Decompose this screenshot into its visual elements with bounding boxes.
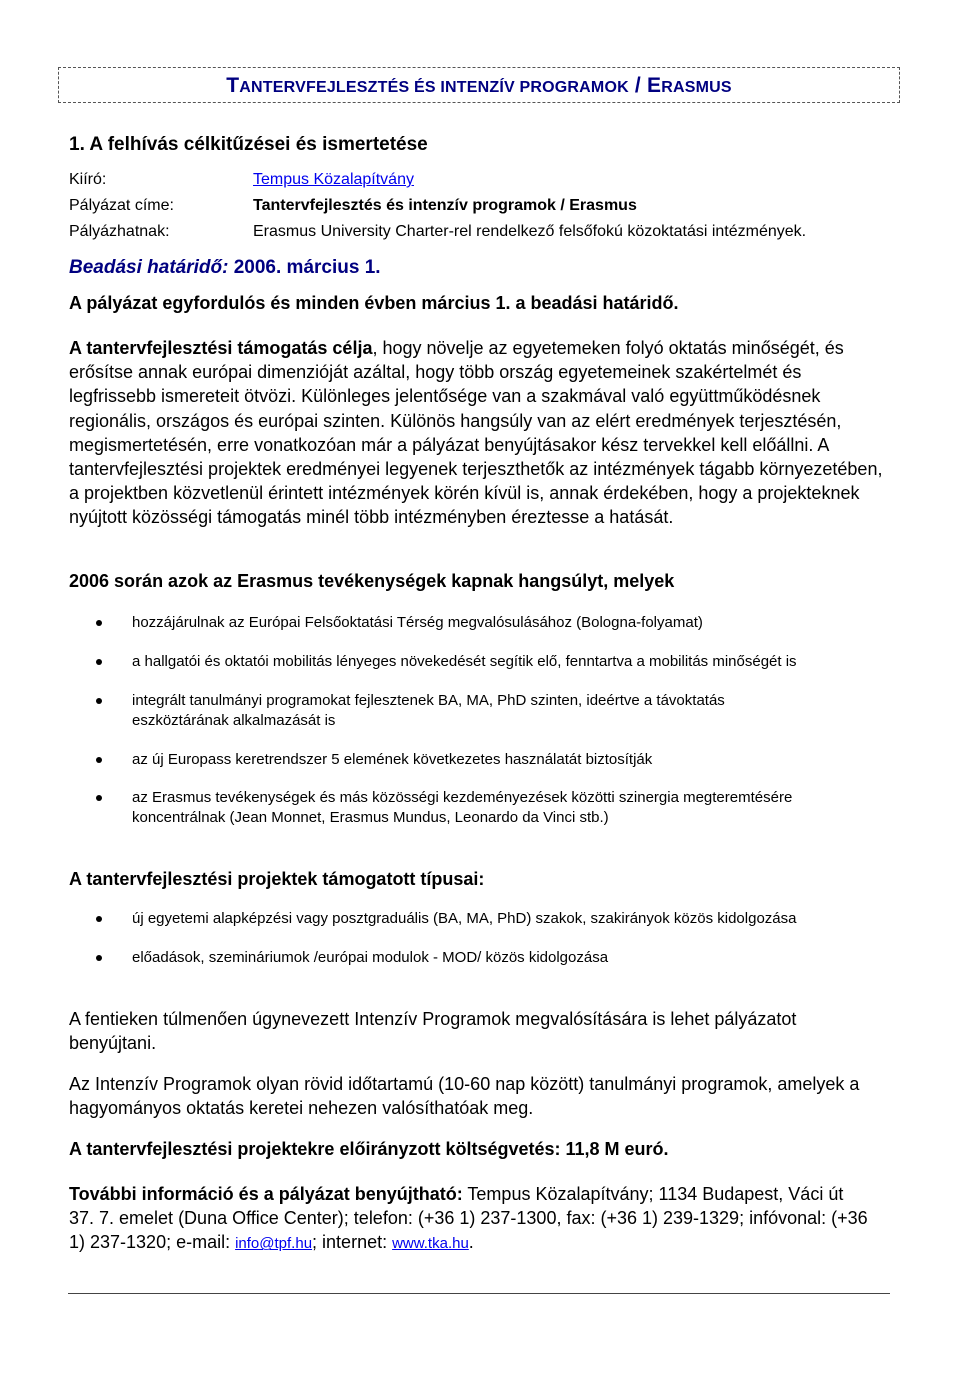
footer-divider <box>68 1293 890 1294</box>
intensive-paragraph-1: A fentieken túlmenően úgynevezett Intenzív Programok megvalósítására is lehet pályázatot benyújtani. <box>69 1009 797 1054</box>
contact-paragraph: További információ és a pályázat benyújtható: Tempus Közalapítvány; 1134 Budapest, Váci út 37. 7. emelet (Duna Office Center); telefon: (+36 1) 237-1300, fax: (+36 1) 239-1329; infóvonal: (+36 1) 237-1320; e-mail: info@tpf.hu; internet: www.tka.hu. <box>69 1184 868 1253</box>
section-heading: 1. A felhívás célkitűzései és ismertetése <box>69 134 428 155</box>
intensive-paragraph-2: Az Intenzív Programok olyan rövid időtartamú (10-60 nap között) tanulmányi programok, amelyek a hagyományos oktatás keretei nehezen valósíthatóak meg. <box>69 1074 860 1119</box>
deadline-label: Beadási határidő: <box>69 257 229 278</box>
goal-paragraph <box>69 336 889 530</box>
list-item: az új Europass keretrendszer 5 elemének következetes használatát biztosítják <box>96 750 816 770</box>
contact-lead: További információ és a pályázat benyújtható: <box>69 1184 463 1204</box>
single-round-note: A pályázat egyfordulós és minden évben március 1. a beadási határidő. <box>69 293 679 313</box>
bullet-icon <box>96 698 102 704</box>
document-title: TANTERVFEJLESZTÉS ÉS INTENZÍV PROGRAMOK / ERASMUS <box>226 74 732 97</box>
bullet-icon <box>96 757 102 763</box>
bullet-icon <box>96 916 102 922</box>
goal-text: , hogy növelje az egyetemeken folyó oktatás minőségét, és erősítse annak európai dimenzióját azáltal, hogy több ország egyetemeinek szakértelmét és legfrissebb ismereteit ötvözi. Különleges jelentősége van a szakmával való együttműködésnek regionális, országos és európai szinten. Különös hangsúly van az elért eredmények terjesztésén, megismertetésén, erre vonatkozóan már a pályázat benyújtásakor kész tervekkel kell előállni. A tantervfejlesztési projektek eredményei legyenek terjeszthetők az intézmények tágabb környezetében, a projektben közvetlenül érintett intézmények körén kívül is, annak érdekében, hogy a projekteknek nyújtott közösségi támogatás minél több intézményben éreztesse a hatását. <box>69 338 883 528</box>
eligible-label: Pályázhatnak: <box>69 223 170 240</box>
eligible-value: Erasmus University Charter-rel rendelkező felsőfokú közoktatási intézmények. <box>253 223 807 240</box>
list-item: hozzájárulnak az Európai Felsőoktatási Térség megvalósulásához (Bologna-folyamat) <box>96 613 816 633</box>
budget-line: A tantervfejlesztési projektekre előirányzott költségvetés: 11,8 M euró. <box>69 1139 669 1159</box>
website-link[interactable]: www.tka.hu <box>392 1235 469 1253</box>
contact-text: Tempus Közalapítvány; 1134 Budapest, Váci út 37. 7. emelet (Duna Office Center); telefon: (+36 1) 237-1300, fax: (+36 1) 239-1329; infóvonal: (+36 1) 237-1320; e-mail: <box>69 1184 868 1253</box>
types-bullet-list <box>96 909 816 968</box>
bullet-icon <box>96 659 102 665</box>
bullet-icon <box>96 955 102 961</box>
issuer-label: Kiíró: <box>69 171 107 188</box>
erasmus-bullet-list <box>96 613 816 828</box>
document-title-box <box>58 67 900 103</box>
erasmus-heading: 2006 során azok az Erasmus tevékenységek kapnak hangsúlyt, melyek <box>69 571 675 591</box>
email-link[interactable]: info@tpf.hu <box>235 1235 313 1253</box>
list-item: a hallgatói és oktatói mobilitás lényeges növekedését segítik elő, fenntartva a mobilitás minőségét is <box>96 652 816 672</box>
issuer-link[interactable]: Tempus Közalapítvány <box>253 171 414 188</box>
goal-lead: A tantervfejlesztési támogatás célja <box>69 338 373 358</box>
call-title-label: Pályázat címe: <box>69 197 174 214</box>
list-item: az Erasmus tevékenységek és más közösségi kezdeményezések közötti szinergia megteremtésére koncentrálnak (Jean Monnet, Erasmus Mundus, Leonardo da Vinci stb.) <box>96 788 816 828</box>
call-title-value: Tantervfejlesztés és intenzív programok / Erasmus <box>253 197 637 214</box>
types-heading: A tantervfejlesztési projektek támogatott típusai: <box>69 869 485 889</box>
list-item: előadások, szemináriumok /európai modulok - MOD/ közös kidolgozása <box>96 948 816 968</box>
list-item: integrált tanulmányi programokat fejlesztenek BA, MA, PhD szinten, ideértve a távoktatás eszköztárának alkalmazását is <box>96 691 816 731</box>
bullet-icon <box>96 620 102 626</box>
list-item: új egyetemi alapképzési vagy posztgraduális (BA, MA, PhD) szakok, szakirányok közös kidolgozása <box>96 909 816 929</box>
deadline-value: 2006. március 1. <box>233 257 381 278</box>
bullet-icon <box>96 795 102 801</box>
deadline <box>69 257 381 279</box>
